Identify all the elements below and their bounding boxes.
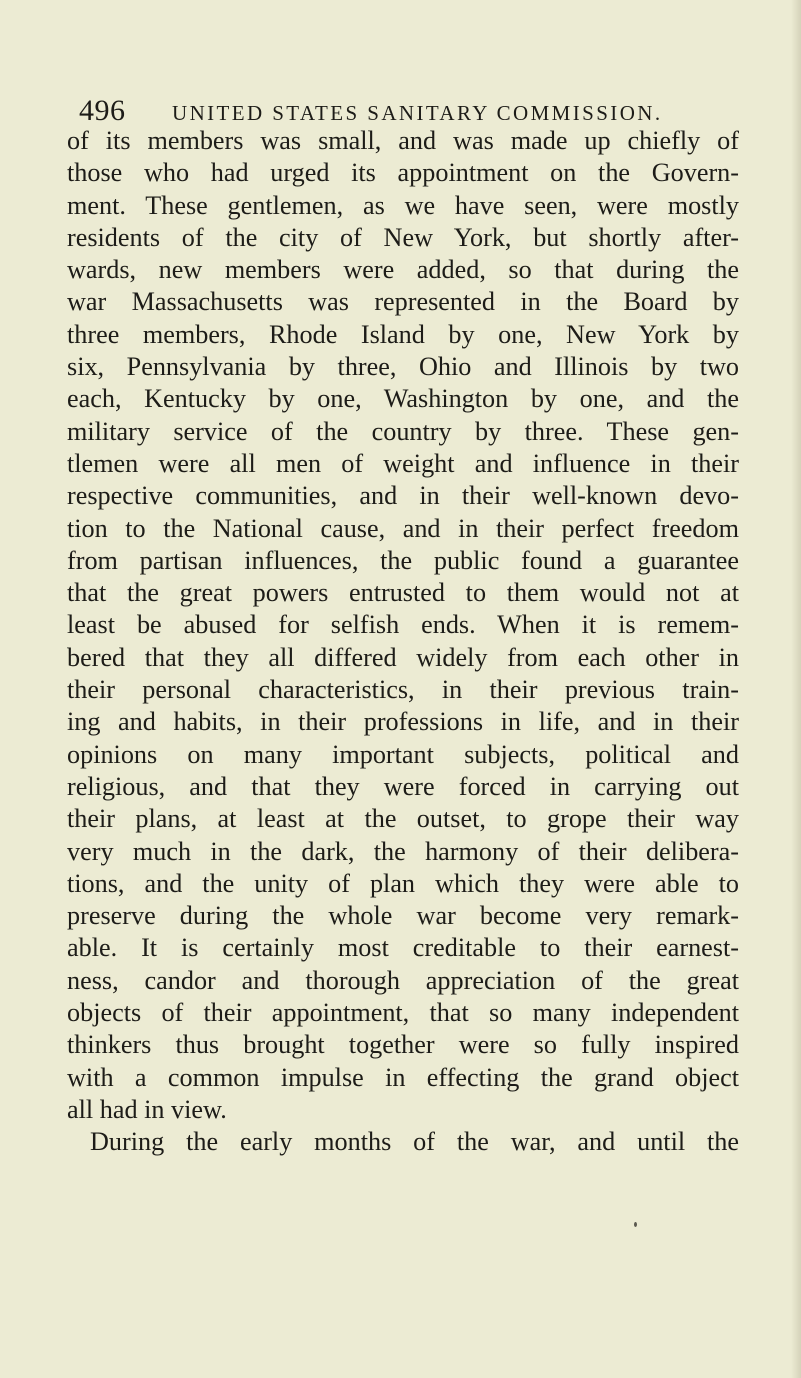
text-line: those who had urged its appointment on the Govern- [67, 158, 739, 188]
text-line: tlemen were all men of weight and influence in their [67, 448, 739, 478]
text-line: six, Pennsylvania by three, Ohio and Illinois by two [67, 352, 739, 382]
text-line: ment. These gentlemen, as we have seen, were mostly [67, 190, 739, 220]
text-line: tions, and the unity of plan which they were able to [67, 868, 739, 898]
text-line: their personal characteristics, in their previous train- [67, 675, 739, 705]
text-line: very much in the dark, the harmony of their delibera- [67, 836, 739, 866]
text-line: bered that they all differed widely from each other in [67, 642, 739, 672]
text-line: each, Kentucky by one, Washington by one, and the [67, 384, 739, 414]
text-line: three members, Rhode Island by one, New York by [67, 319, 739, 349]
text-line: ing and habits, in their professions in life, and in their [67, 707, 739, 737]
text-line: with a common impulse in effecting the grand object [67, 1062, 739, 1092]
paragraph-start-line: During the early months of the war, and until the [90, 1127, 739, 1157]
running-head: UNITED STATES SANITARY COMMISSION. [172, 101, 663, 125]
text-line: military service of the country by three. These gen- [67, 416, 739, 446]
text-line: wards, new members were added, so that during the [67, 255, 739, 285]
page-edge-shadow [791, 0, 801, 1378]
text-line: from partisan influences, the public found a guarantee [67, 545, 739, 575]
text-line: of its members was small, and was made up chiefly of [67, 126, 739, 155]
text-line: least be abused for selfish ends. When it is remem- [67, 610, 739, 640]
text-line: respective communities, and in their well-known devo- [67, 481, 739, 511]
text-line: ness, candor and thorough appreciation of the great [67, 965, 739, 995]
text-line: war Massachusetts was represented in the Board by [67, 287, 739, 317]
text-line: able. It is certainly most creditable to their earnest- [67, 933, 739, 963]
text-line: thinkers thus brought together were so fully inspired [67, 1030, 739, 1060]
text-line: objects of their appointment, that so many independent [67, 998, 739, 1028]
text-line: religious, and that they were forced in carrying out [67, 771, 739, 801]
text-line: tion to the National cause, and in their perfect freedom [67, 513, 739, 543]
ink-speck [634, 1222, 637, 1227]
text-line: that the great powers entrusted to them would not at [67, 578, 739, 608]
paragraph-end-line: all had in view. [67, 1094, 227, 1124]
text-line: preserve during the whole war become very remark- [67, 901, 739, 931]
page-number: 496 [79, 94, 126, 127]
text-line: residents of the city of New York, but shortly after- [67, 222, 739, 252]
body-text [67, 125, 739, 1370]
text-line: opinions on many important subjects, political and [67, 739, 739, 769]
text-line: their plans, at least at the outset, to grope their way [67, 804, 739, 834]
